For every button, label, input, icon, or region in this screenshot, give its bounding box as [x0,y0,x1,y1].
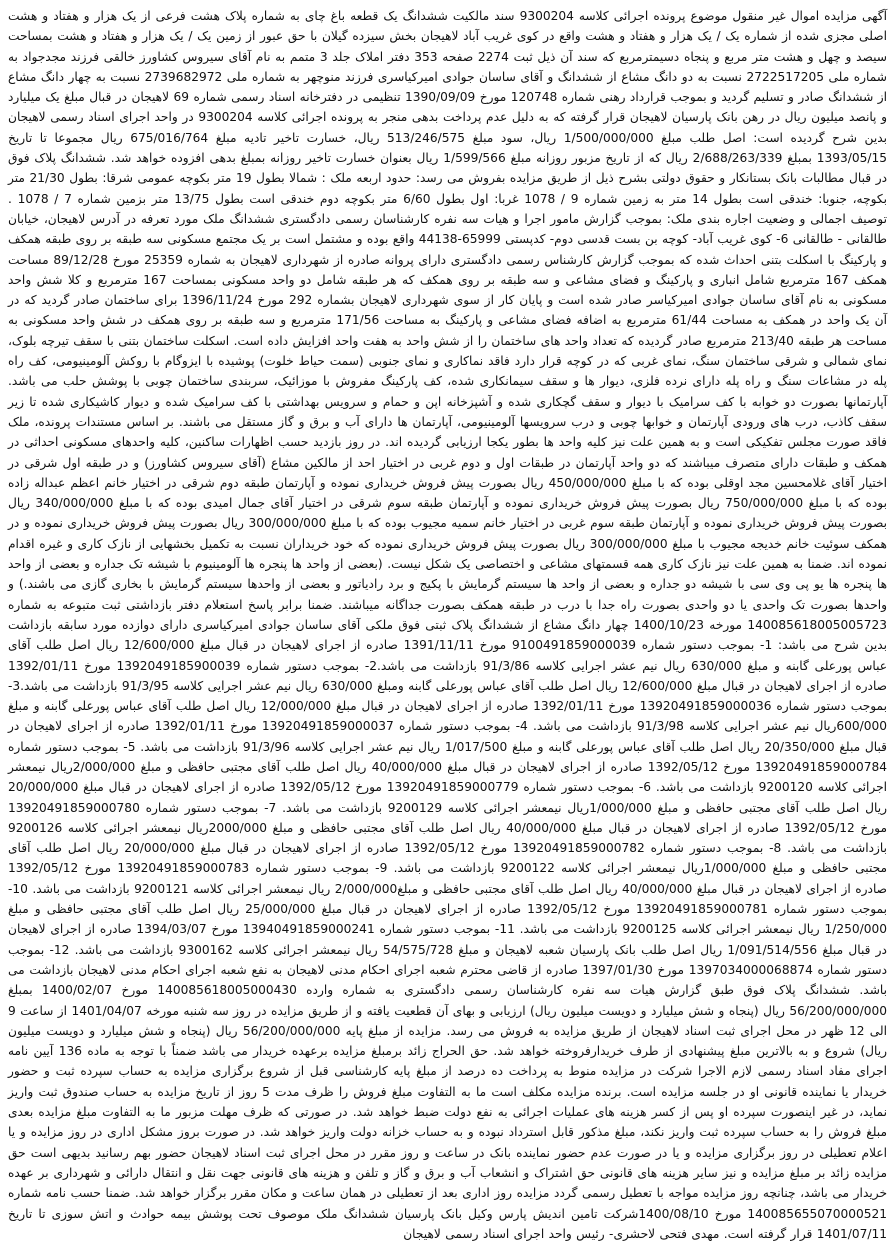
auction-notice-body: آگهی مزایده اموال غیر منقول موضوع پرونده اجرائی کلاسه 9300204 سند مالکیت ششدانگ یک قطعه باغ چای به شماره پلاک هشت فرعی از یک هزار و هفتاد و هشت اصلی مجزی شده از شماره یک / یک هزار و هفتاد و هشت واقع در کوی غریب آباد لاهیجان بخش سیزده گیلان با حق عبور از زمین یک / یک هزار و هفتاد و هشت بمساحت سیصد و چهل و هشت متر مربع و پنجاه دسیمترمربع که سند آن ذیل ثبت 2274 صفحه 353 دفتر املاک جلد 3 متمم به نام آقای سیروس کشاورز خالقی فرزند مجدجواد به شماره ملی 2722517205 نسبت به دو دانگ مشاع از ششدانگ و آقای ساسان جوادی امیرکیاسری فرزند منوچهر به شماره ملی 2739682972 نسبت به چهار دانگ مشاع از ششدانگ صادر و تسلیم گردید و بموجب قرارداد رهنی شماره 120748 مورخ 1390/09/09 تنظیمی در دفترخانه اسناد رسمی شماره 69 لاهیجان در قبال مبلغ یک میلیارد و پانصد میلیون ریال در رهن بانک پارسیان لاهیجان قرار گرفته که به دلیل عدم پرداخت بدهی منجر به پرونده اجرائی کلاسه 9300204 در واحد اجرای اسناد رسمی لاهیجان بدین شرح گردیده است: اصل طلب مبلغ 1/500/000/000 ریال، سود مبلغ 513/246/575 ریال، خسارت تاخیر تادیه مبلغ 675/016/764 ریال مجموعا تا تاریخ 1393/05/15 بمبلغ 2/688/263/339 ریال که از تاریخ مزبور روزانه مبلغ 1/599/566 ریال بعنوان خسارت تاخیر روزانه بمبلغ بدهی افزوده خواهد شد. ششدانگ پلاک فوق در قبال مطالبات بانک بستانکار و حقوق دولتی بشرح ذیل از طریق مزایده بفروش می رسد: حدود اربعه ملک : شمالا بطول 19 متر بکوچه عمومی شرقا: بطول 21/30 متر بکوچه، جنوبا: خندقی است بطول 14 متر به زمین شماره 9 / 1078 غربا: اول بطول 6/60 متر بکوچه دوم خندقی است بطول 13/75 متر بزمین شماره 7 / 1078 . توصیف اجمالی و وضعیت اجاره بندی ملک: بموجب گزارش مامور اجرا و هیات سه نفره کارشناسان رسمی دادگستری ششدانگ ملک مورد تعرفه در آدرس لاهیجان، خیابان طالقانی - طالقانی 6- کوی غریب آباد- کوچه بن بست قدسی دوم- کدپستی 65999-44138 واقع بوده و مشتمل است بر یک مجتمع مسکونی سه طبقه بر روی طبقه همکف و پارکینگ با اسکلت بتنی احداث شده که بموجب گزارش کارشناس رسمی دادگستری دارای پروانه صادره از شهرداری لاهیجان به شماره 25359 مورخ 89/12/28 مساحت همکف 167 مترمربع شامل انباری و پارکینگ و فضای مشاعی و سه طبقه بر روی همکف که هر طبقه شامل دو واحد مسکونی بمساحت 167 مترمربع و کلا شش واحد مسکونی به نام آقای ساسان جوادی امیرکیاسر صادر شده است و پایان کار از سوی شهرداری لاهیجان بشماره 292 مورخ 1396/11/24 برای ساختمان صادر گردید که در آن یک واحد در همکف به مساحت 61/44 مترمربع به اضافه فضای مشاعی و پارکینگ به مساحت 171/56 مترمربع و سه طبقه بر روی همکف در شش واحد مسکونی به مساحت هر طبقه 213/40 مترمربع صادر گردیده که تعداد واحد های ساختمان را از شش واحد به هفت واحد افزایش داده است. اسکلت ساختمان بتنی با سقف تیرچه بلوک، نمای شمالی و شرقی ساختمان سنگ، نمای غربی که در کوچه قرار دارد فاقد نماکاری و نمای جنوبی (سمت حیاط خلوت) پوشیده با ایزوگام با روکش آلومینیومی، کف راه پله در مشاعات سنگ و راه پله دارای نرده فلزی، دیوار ها و سقف سیمانکاری شده، کف پارکینگ مفروش با موزائیک، سربندی ساختمان چوبی با پوشش حلب می باشد. آپارتمانها بصورت دو خوابه با کف سرامیک با دیوار و سقف گچکاری شده و آشپزخانه اپن و حمام و سرویس بهداشتی با کف سرامیک شده و دیوار کاشیکاری شده تا زیر سقف کاذب، درب های ورودی آپارتمان و خوابها چوبی و درب سرویسها آلومینیومی، آپارتمان ها دارای آب و برق و گاز مستقل می باشند. بر اساس مستندات پرونده، ملک فاقد صورت مجلس تفکیکی است و به همین علت نیز کلیه واحد ها بطور یکجا ارزیابی گردیده اند. در روز بازدید حسب اظهارات ساکنین، کلیه واحدهای مسکونی احداثی در همکف و طبقات دارای متصرف میباشند که دو واحد آپارتمان در طبقات اول و دوم غربی در اختیار احد از مالکین مشاع (آقای سیروس کشاورز) و در طبقه اول شرقی در اختیار آقای غلامحسین مجد اوقلی بوده که با مبلغ 450/000/000 ریال بصورت پیش فروش خریداری نموده و آپارتمان طبقه دوم شرقی در اختیار خانم اعظم عبداله زاده بوده که با مبلغ 750/000/000 ریال بصورت پیش فروش خریداری نموده و آپارتمان طبقه سوم شرقی در اختیار آقای جمال امیدی بوده که با مبلغ 340/000/000 ریال بصورت پیش فروش خریداری نموده و آپارتمان طبقه سوم غربی در اختیار خانم سمیه مجیوب بوده که با مبلغ 300/000/000 ریال بصورت پیش فروش خریداری نموده و در همکف سوئیت خانم خدیجه مجیوب با مبلغ 300/000/000 ریال بصورت پیش فروش خریداری نموده که خود خریداران نسبت به تکمیل بخشهایی از نازک کاری و غیره اقدام نموده اند. ضمنا به همین علت نیز نازک کاری همه قسمتهای مشاعی و اختصاصی یک شکل نیست. (بعضی از واحد ها پنجره ها آلومینیوم با شیشه تک جداره و بعضی از واحد ها پنجره ها یو پی وی سی با شیشه دو جداره و بعضی از واحد ها سیستم گرمایش با پکیج و برد رادیاتور و بعضی از واحدها سیستم گرمایش با بخاری گازی می باشند.) و واحدها بصورت تک واحدی یا دو واحدی بصورت راه جدا با درب در طبقه همکف بصورت جداگانه میباشند. ضمنا برابر پاسخ استعلام دفتر بازداشتی ثبت متبوعه به شماره 140085618005005723 مورخه 1400/10/23 چهار دانگ مشاع از ششدانگ پلاک ثبتی فوق ملکی آقای ساسان جوادی امیرکیاسری دارای دوازده مورد سابقه بازداشت بدین شرح می باشد: 1- بموجب دستور شماره 9100491859000039 مورخ 1391/11/11 صادره از اجرای لاهیجان در قبال مبلغ 12/600/000 ریال اصل طلب آقای عباس پورعلی گابنه و مبلغ 630/000 ریال نیم عشر اجرایی کلاسه 91/3/86 بازداشت می باشد.2- بموجب دستور شماره 1392049185900039 مورخ 1392/01/11 صادره از اجرای لاهیجان در قبال مبلغ 12/600/000 ریال اصل طلب آقای عباس پورعلی گابنه ومبلغ 630/000 ریال نیم عشر اجرایی کلاسه 91/3/95 بازداشت می باشد.3- بموجب دستور شماره 13920491859000036 مورخ 1392/01/11 صادره از اجرای لاهیجان در قبال مبلغ 12/000/000 ریال اصل طلب آقای عباس پورعلی گابنه و مبلغ 600/000ریال نیم عشر اجرایی کلاسه 91/3/98 بازداشت می باشد. 4- بموجب دستور شماره 13920491859000037 مورخ 1392/01/11 صادره از اجرای لاهیجان در قبال مبلغ 20/350/000 ریال اصل طلب آقای عباس پورعلی گابنه و مبلغ 1/017/500 ریال نیم عشر اجرایی کلاسه 91/3/96 بازداشت می باشد. 5- بموجب دستور شماره 13920491859000784 مورخ 1392/05/12 صادره از اجرای لاهیجان در قبال مبلغ 40/000/000 ریال اصل طلب آقای مجتبی حافظی و مبلغ 2/000/000ریال نیمعشر اجرائی کلاسه 9200120 بازداشت می باشد. 6- بموجب دستور شماره 13920491859000779 مورخ 1392/05/12 صادره از اجرای لاهیجان در قبال مبلغ 20/000/000 ریال اصل طلب آقای مجتبی حافظی و مبلغ 1/000/000ریال نیمعشر اجرائی کلاسه 9200129 بازداشت می باشد. 7- بموجب دستور شماره 13920491859000780 مورخ 1392/05/12 صادره از اجرای لاهیجان در قبال مبلغ 40/000/000 ریال اصل طلب آقای مجتبی حافظی و مبلغ 2000/000ریال نیمعشر اجرائی کلاسه 9200126 بازداشت می باشد. 8- بموجب دستور شماره 13920491859000782 مورخ 1392/05/12 صادره از اجرای لاهیجان در قبال مبلغ 20/000/000 ریال اصل طلب آقای مجتبی حافظی و مبلغ 1/000/000ریال نیمعشر اجرائی کلاسه 9200122 بازداشت می باشد. 9- بموجب دستور شماره 13920491859000783 مورخ 1392/05/12 صادره از اجرای لاهیجان در قبال مبلغ 40/000/000 ریال اصل طلب آقای مجتبی حافظی و مبلغ2/000/000 ریال نیمعشر اجرائی کلاسه 9200121 بازداشت می باشد. 10- بموجب دستور شماره 13920491859000781 مورخ 1392/05/12 صادره از اجرای لاهیجان در قبال مبلغ 25/000/000 ریال اصل طلب آقای مجتبی حافظی و مبلغ 1/250/000 ریال نیمعشر اجرائی کلاسه 9200125 بازداشت می باشد. 11- بموجب دستور شماره 13940491859000241 مورخ 1394/03/07 صادره از اجرای لاهیجان در قبال مبلغ 1/091/514/556 ریال اصل طلب بانک پارسیان شعبه لاهیجان و مبلغ 54/575/728 ریال نیمعشر اجرائی کلاسه 9300162 بازداشت می باشد. 12- بموجب دستور شماره 1397034000068874 مورخ 1397/01/30 صادره از قاضی محترم شعبه اجرای احکام مدنی لاهیجان به نفع شعبه اجرای احکام مدنی لاهیجان بازداشت می باشد. ششدانگ پلاک فوق طبق گزارش هیات سه نفره کارشناسان رسمی دادگستری به شماره وارده 140085618005000430 مورخ 1400/02/07 بمبلغ 56/200/000/000 ریال (پنجاه و شش میلیارد و دویست میلیون ریال) ارزیابی و بهای آن قطعیت یافته و از طریق مزایده در روز سه شنبه مورخه 1401/04/07 از ساعت 9 الی 12 ظهر در محل اجرای ثبت اسناد لاهیجان از طریق مزایده به فروش می رسد. مزایده از مبلغ پایه 56/200/000/000 ریال (پنجاه و شش میلیارد و دویست میلیون ریال) شروع و به بالاترین مبلغ پیشنهادی از طرف خریدارفروخته خواهد شد. حق الحراج زائد برمبلغ مزایده برعهده خریدار می باشد ضمناً با توجه به ماده 136 آیین نامه اجرای مفاد اسناد رسمی لازم الاجرا شرکت در مزایده منوط به پرداخت ده درصد از مبلغ پایه کارشناسی قبل از شروع برگزاری مزایده به حساب سپرده ثبت و حضور خریدار یا نماینده قانونی او در جلسه مزایده است. برنده مزایده مکلف است ما به التفاوت مبلغ فروش را ظرف مدت 5 روز از تاریخ مزایده به حساب صندوق ثبت واریز نماید، در غیر اینصورت سپرده او پس از کسر هزینه های عملیات اجرائی به نفع دولت ضبط خواهد شد. در صورتی که ظرف مهلت مزبور ما به التفاوت مبلغ مزایده بعدی مبلغ فروش را به حساب سپرده ثبت واریز نکند، مبلغ مذکور قابل استرداد نبوده و به حساب خزانه دولت واریز خواهد شد. در صورت بروز مشکل اداری در روز مزایده و یا اعلام تعطیلی در روز برگزاری مزایده و یا در صورت عدم حضور نماینده بانک در ساعت و روز مقرر در محل اجرای ثبت اسناد لاهیجان حضور بهم رسانید بدیهی است حق مزایده زائد بر مبلغ مزایده و نیز سایر هزینه های قانونی حق اشتراک و انشعاب آب و برق و گاز و تلفن و هزینه های قانونی جهت نقل و انتقال دارائی و شهرداری بر عهده خریدار می باشد، چنانچه روز مزایده مواجه با تعطیل رسمی گردد مزایده روز اداری بعد از تعطیلی در همان ساعت و مکان مقرر برگزار خواهد شد. ضمنا حسب نامه شماره 140085655070000521 مورخ 1400/08/10شرکت تامین اندیش پارس وکیل بانک پارسیان ششدانگ ملک موصوف تحت پوشش بیمه حوادث و اتش سوزی تا تاریخ 1401/07/11 قرار گرفته است. مهدی فتحی لاحشری- رئیس واحد اجرای اسناد رسمی لاهیجان [8,9,888,1241]
notice-page [8,6,888,1241]
